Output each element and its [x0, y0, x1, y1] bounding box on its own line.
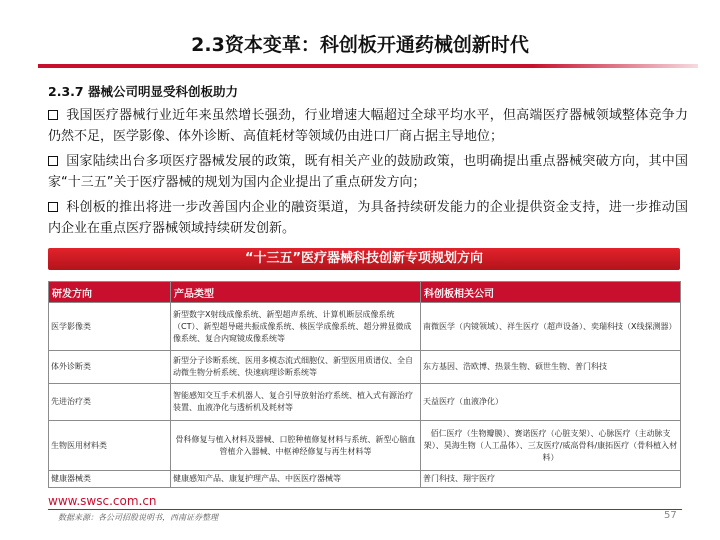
table-cell: 健康器械类	[49, 471, 171, 488]
bullet-text: 科创板的推出将进一步改善国内企业的融资渠道，为具备持续研发能力的企业提供资金支持，进一步推动国内企业在重点医疗器械领域持续研发创新。	[48, 200, 688, 236]
bullet-item	[48, 197, 688, 239]
table-cell: 普门科技、翔宇医疗	[421, 471, 681, 488]
checkbox-bullet-icon	[48, 110, 58, 120]
column-header: 科创板相关公司	[421, 282, 681, 303]
table-cell: 东方基因、浩欧博、热景生物、硕世生物、普门科技	[421, 351, 681, 384]
table-row	[49, 303, 681, 351]
table-cell: 健康感知产品、康复护理产品、中医医疗器械等	[171, 471, 421, 488]
bullet-text: 国家陆续出台多项医疗器械发展的政策，既有相关产业的鼓励政策，也明确提出重点器械突破方向，其中国家“十三五”关于医疗器械的规划为国内企业提出了重点研发方向；	[48, 154, 688, 190]
table-cell: 先进治疗类	[49, 384, 171, 421]
page-title: 2.3资本变革：科创板开通药械创新时代	[191, 34, 529, 56]
checkbox-bullet-icon	[48, 202, 58, 212]
bullet-text: 我国医疗器械行业近年来虽然增长强劲，行业增速大幅超过全球平均水平，但高端医疗器械领域整体竞争力仍然不足，医学影像、体外诊断、高值耗材等领域仍由进口厂商占据主导地位；	[48, 108, 688, 144]
plan-table	[48, 281, 681, 488]
table-row	[49, 384, 681, 421]
bullet-list	[48, 105, 688, 243]
table-banner: “十三五”医疗器械科技创新专项规划方向	[48, 248, 680, 270]
table-cell: 骨科修复与植入材料及器械、口腔种植修复材料与系统、新型心脑血管植介入器械、中枢神经修复与再生材料等	[171, 421, 421, 471]
title-divider	[38, 64, 698, 68]
table-cell: 佰仁医疗（生物瓣膜）、赛诺医疗（心脏支架）、心脉医疗（主动脉支架）、昊海生物（人工晶体）、三友医疗/威高骨科/康拓医疗（骨科植入材料）	[421, 421, 681, 471]
table-cell: 体外诊断类	[49, 351, 171, 384]
table-row	[49, 471, 681, 488]
checkbox-bullet-icon	[48, 156, 58, 166]
table-row	[49, 351, 681, 384]
column-header: 研发方向	[49, 282, 171, 303]
data-source-note: 数据来源：各公司招股说明书，西南证券整理	[58, 513, 218, 522]
table-cell: 智能感知交互手术机器人、复合引导放射治疗系统、植入式有源治疗装置、血液净化与透析机及耗材等	[171, 384, 421, 421]
page-number: 57	[664, 510, 677, 521]
section-label: 2.3.7 器械公司明显受科创板助力	[48, 84, 238, 99]
bullet-item	[48, 151, 688, 193]
column-header: 产品类型	[171, 282, 421, 303]
table-header-row	[49, 282, 681, 303]
footer-divider	[48, 509, 682, 510]
table-cell: 新型数字X射线成像系统、新型超声系统、计算机断层成像系统（CT）、新型超导磁共振成像系统、核医学成像系统、超分辨显微成像系统、复合内窥镜成像系统等	[171, 303, 421, 351]
table-cell: 生物医用材料类	[49, 421, 171, 471]
bullet-item	[48, 105, 688, 147]
website-link[interactable]: www.swsc.com.cn	[48, 494, 157, 508]
table-cell: 南微医学（内镜领域）、祥生医疗（超声设备）、奕瑞科技（X线探测器）	[421, 303, 681, 351]
table-cell: 新型分子诊断系统、医用多模态流式细胞仪、新型医用质谱仪、全自动微生物分析系统、快速病理诊断系统等	[171, 351, 421, 384]
table-row	[49, 421, 681, 471]
table-cell: 天益医疗（血液净化）	[421, 384, 681, 421]
table-cell: 医学影像类	[49, 303, 171, 351]
